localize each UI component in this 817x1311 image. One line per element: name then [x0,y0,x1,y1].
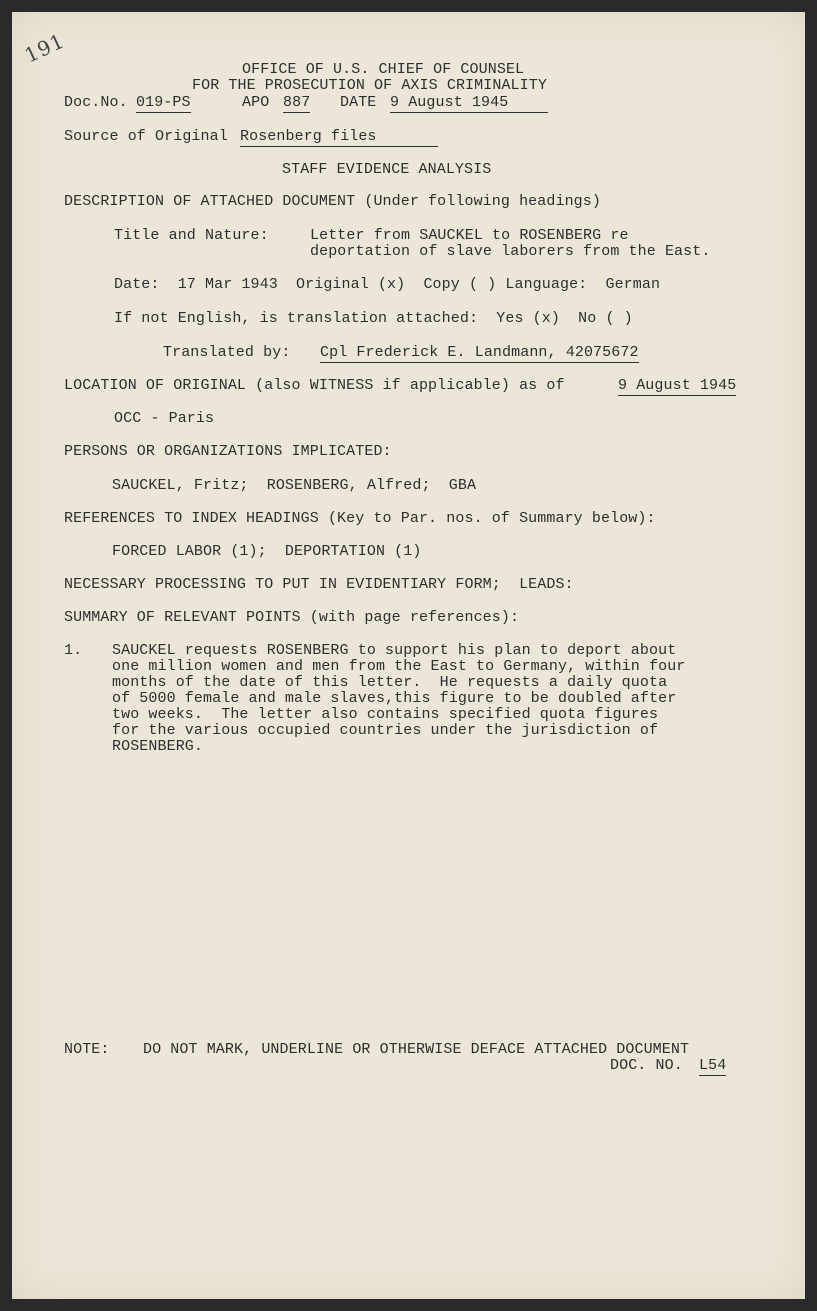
handwritten-page-number: 191 [20,28,69,68]
title-nature-line1: Letter from SAUCKEL to ROSENBERG re [310,227,629,244]
note-doc-number: L54 [699,1057,727,1074]
header-office: OFFICE OF U.S. CHIEF OF COUNSEL [242,61,525,78]
document-date-line: Date: 17 Mar 1943 Original (x) Copy ( ) Language: German [114,276,661,293]
note-text: DO NOT MARK, UNDERLINE OR OTHERWISE DEFACE ATTACHED DOCUMENT [143,1041,690,1058]
translated-by-label: Translated by: [163,344,291,361]
summary-item-number: 1. [64,642,83,659]
translation-line: If not English, is translation attached: Yes (x) No ( ) [114,310,633,327]
date-label: DATE [340,94,377,111]
summary-line: two weeks. The letter also contains specified quota figures [112,706,659,723]
note-doc-label: DOC. NO. [610,1057,683,1074]
description-heading: DESCRIPTION OF ATTACHED DOCUMENT (Under following headings) [64,193,601,210]
note-label: NOTE: [64,1041,110,1058]
persons-value: SAUCKEL, Fritz; ROSENBERG, Alfred; GBA [112,477,477,494]
translated-by-value: Cpl Frederick E. Landmann, 42075672 [320,344,639,361]
summary-line: ROSENBERG. [112,738,204,755]
summary-line: SAUCKEL requests ROSENBERG to support his plan to deport about [112,642,677,659]
processing-heading: NECESSARY PROCESSING TO PUT IN EVIDENTIARY FORM; LEADS: [64,576,574,593]
analysis-title: STAFF EVIDENCE ANALYSIS [282,161,492,178]
header-prosecution: FOR THE PROSECUTION OF AXIS CRIMINALITY [192,77,547,94]
summary-line: months of the date of this letter. He requests a daily quota [112,674,668,691]
summary-line: of 5000 female and male slaves,this figure to be doubled after [112,690,677,707]
summary-heading: SUMMARY OF RELEVANT POINTS (with page references): [64,609,520,626]
date-value: 9 August 1945 [390,94,548,113]
persons-heading: PERSONS OR ORGANIZATIONS IMPLICATED: [64,443,392,460]
source-value: Rosenberg files [240,128,438,147]
references-value: FORCED LABOR (1); DEPORTATION (1) [112,543,422,560]
location-value: OCC - Paris [114,410,215,427]
apo-value: 887 [283,94,311,111]
location-label: LOCATION OF ORIGINAL (also WITNESS if applicable) as of [64,377,565,394]
summary-line: one million women and men from the East to Germany, within four [112,658,686,675]
references-heading: REFERENCES TO INDEX HEADINGS (Key to Par. nos. of Summary below): [64,510,656,527]
location-date: 9 August 1945 [618,377,737,394]
title-nature-line2: deportation of slave laborers from the East. [310,243,711,260]
doc-no-label: Doc.No. [64,94,128,111]
title-nature-label: Title and Nature: [114,227,269,244]
source-label: Source of Original [64,128,228,145]
summary-line: for the various occupied countries under the jurisdiction of [112,722,659,739]
apo-label: APO [242,94,270,111]
doc-no-value: 019-PS [136,94,191,111]
